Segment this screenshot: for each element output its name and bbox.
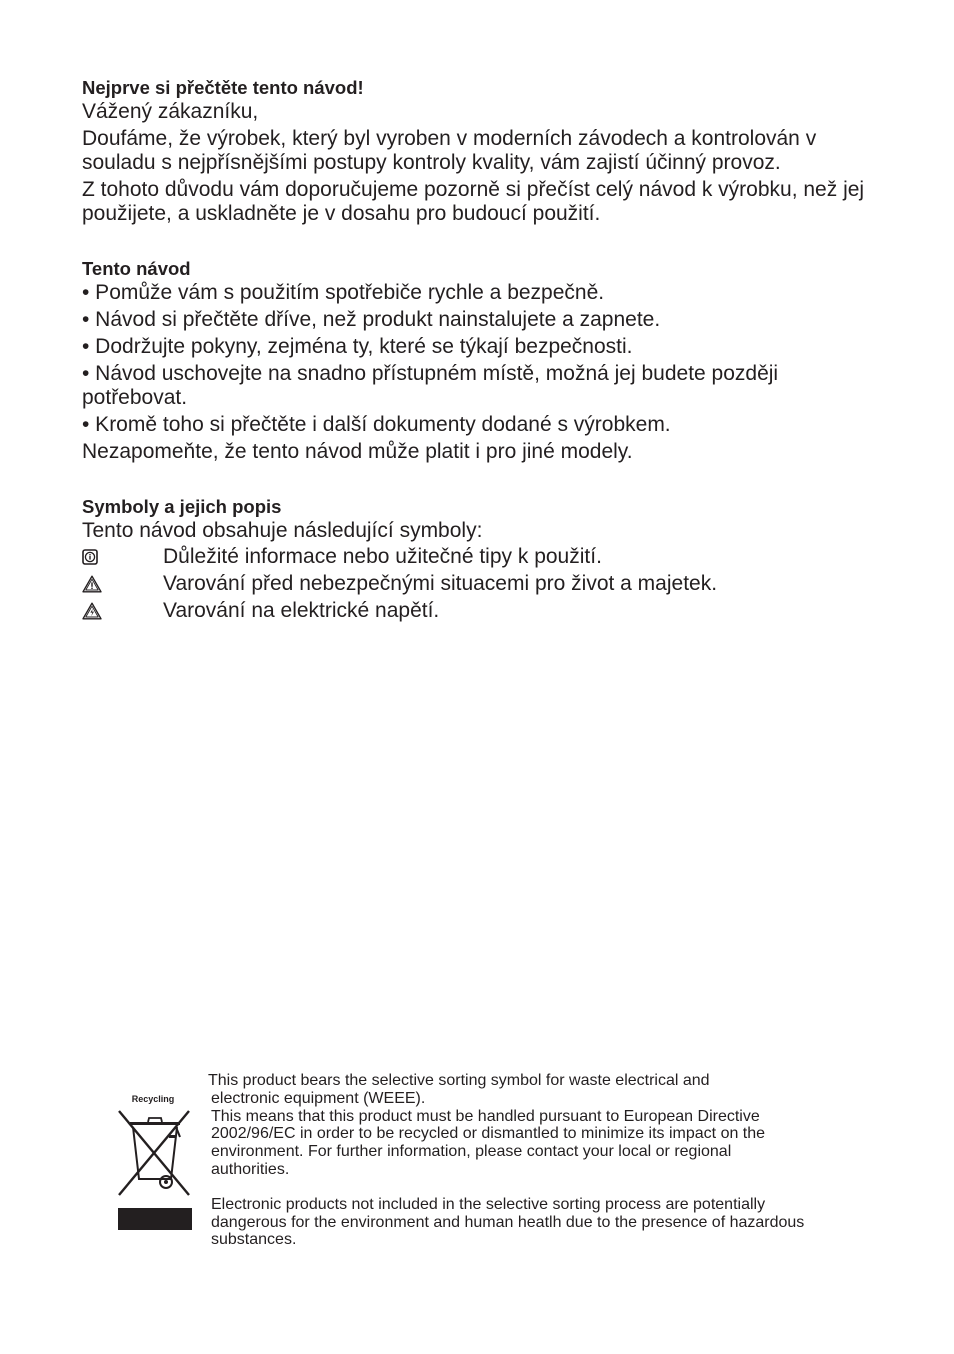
page-content [82, 76, 872, 624]
electric-warning-icon [82, 597, 163, 624]
symbol-row-warning [82, 570, 872, 597]
recycling-label: Recycling [131, 1094, 175, 1104]
manual-bullet: • Návod si přečtěte dříve, než produkt nainstalujete a zapnete. [82, 307, 661, 331]
manual-bullet: • Návod uschovejte na snadno přístupném místě, možná jej budete později potřebovat. [82, 361, 779, 409]
symbol-row-info [82, 543, 872, 570]
recycling-logo [116, 1094, 194, 1234]
manual-heading: Tento návod [82, 257, 191, 279]
symbol-row-electric [82, 597, 872, 624]
weee-line-1: This product bears the selective sorting symbol for waste electrical and [208, 1072, 710, 1089]
manual-bullet: • Dodržujte pokyny, zejména ty, které se týkají bezpečnosti. [82, 334, 633, 358]
symbol-text: Varování před nebezpečnými situacemi pro život a majetek. [163, 572, 718, 595]
greeting: Vážený zákazníku, [82, 100, 259, 123]
manual-note: Nezapomeňte, že tento návod může platit i pro jiné modely. [82, 440, 633, 463]
crossed-bin-icon [116, 1105, 194, 1197]
weee-line-2: electronic equipment (WEEE). [211, 1089, 426, 1107]
symbols-heading: Symboly a jejich popis [82, 495, 282, 517]
weee-paragraph-3: Electronic products not included in the selective sorting process are potentially dangerous for the environment and human heatlh due to the presence of hazardous substances. [211, 1195, 805, 1249]
symbol-text: Důležité informace nebo užitečné tipy k použití. [163, 545, 602, 568]
weee-bar [118, 1208, 192, 1230]
symbol-text: Varování na elektrické napětí. [163, 599, 440, 622]
symbols-intro: Tento návod obsahuje následující symboly: [82, 518, 483, 542]
weee-text [208, 1072, 806, 1249]
info-icon [82, 543, 163, 570]
intro-heading: Nejprve si přečtěte tento návod! [82, 77, 364, 98]
intro-paragraph-1: Doufáme, že výrobek, který byl vyroben v moderních závodech a kontrolován v souladu s nejpřísnějšími postupy kontroly kvality, vám zajistí účinný provoz. [82, 126, 817, 174]
weee-paragraph-2: This means that this product must be handled pursuant to European Directive 2002/96/EC in order to be recycled or dismantled to minimize its impact on the environment. For further information, please contact your local or regional authorities. [211, 1107, 766, 1178]
manual-bullet: • Kromě toho si přečtěte i další dokumenty dodané s výrobkem. [82, 413, 671, 436]
weee-notice [116, 1072, 806, 1257]
intro-paragraph-2: Z tohoto důvodu vám doporučujeme pozorně si přečíst celý návod k výrobku, než jej použijete, a uskladněte je v dosahu pro budoucí použití. [82, 177, 865, 225]
manual-bullet: • Pomůže vám s použitím spotřebiče rychle a bezpečně. [82, 280, 605, 304]
warning-triangle-icon [82, 570, 163, 597]
